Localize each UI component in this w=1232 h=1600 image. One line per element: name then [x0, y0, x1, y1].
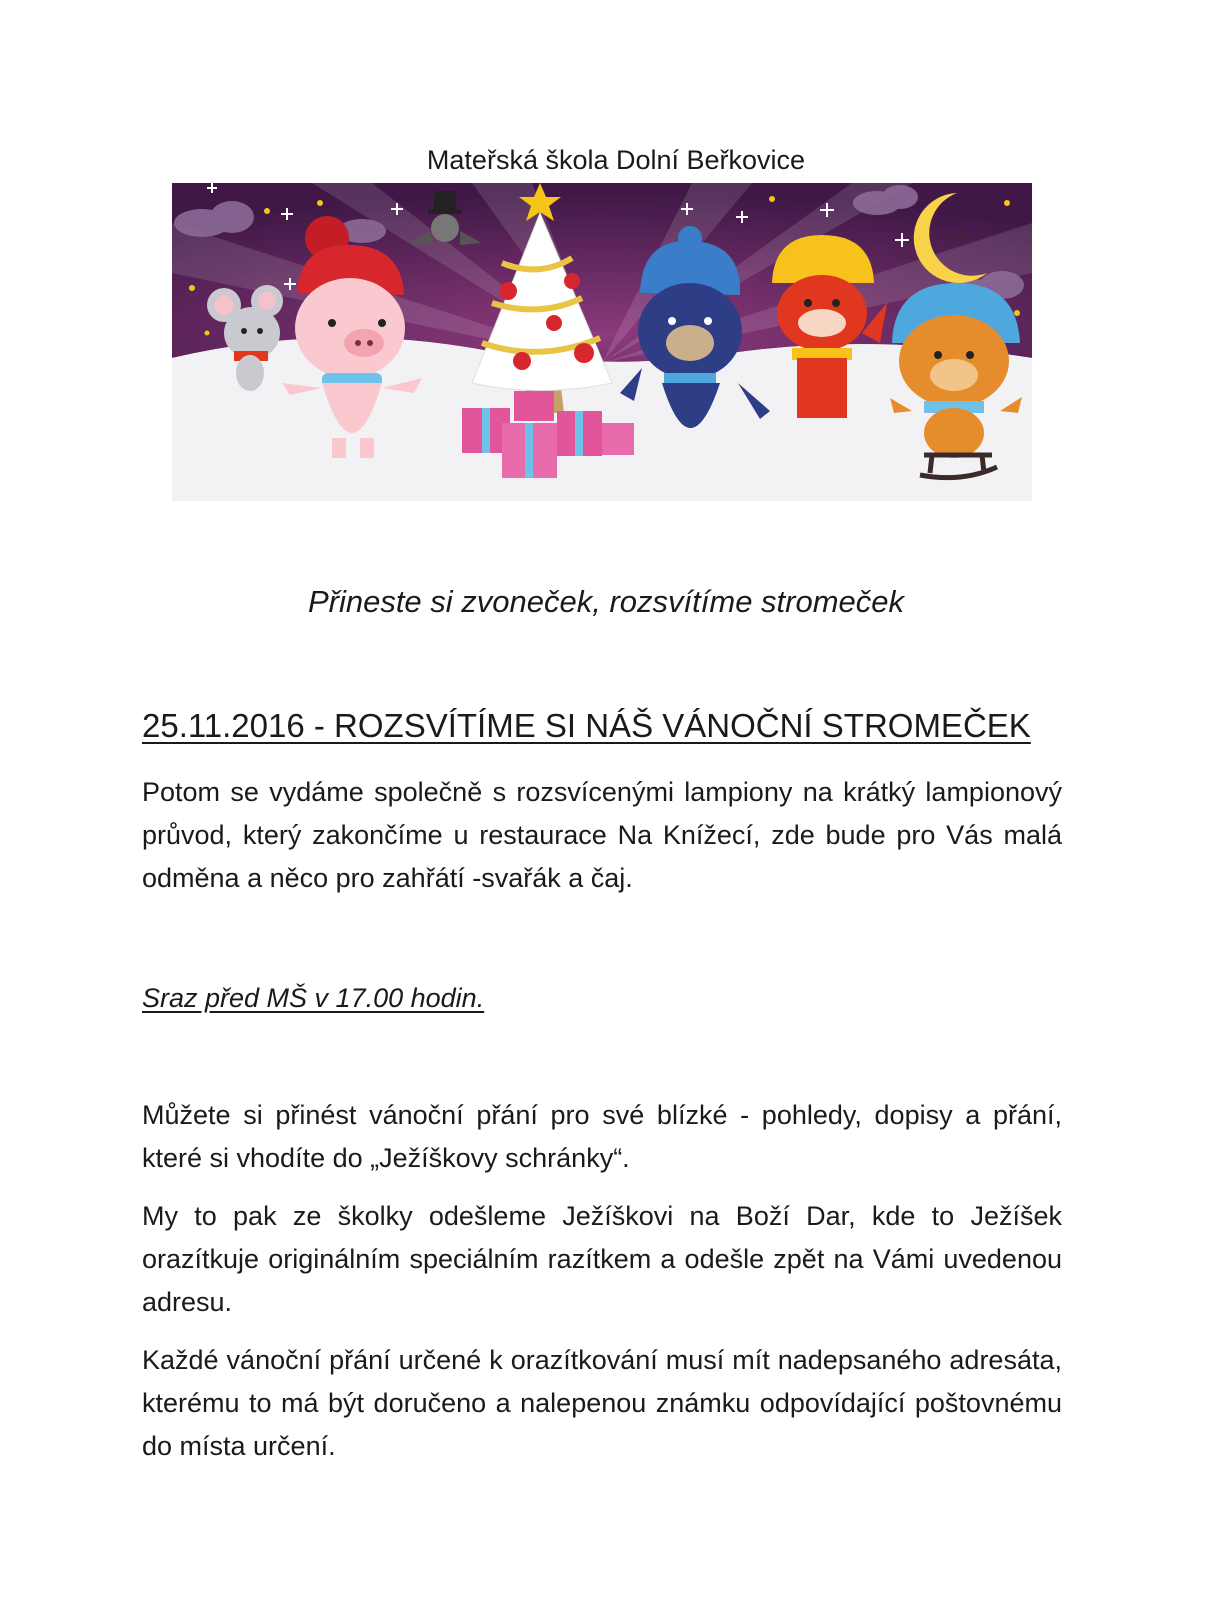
paragraph-christmas-wishes: Můžete si přinést vánoční přání pro své blízké - pohledy, dopisy a přání, které si vhodíte do „Ježíškovy schránky“. [142, 1100, 1062, 1173]
subtitle: Přineste si zvoneček, rozsvítíme stromeček [307, 584, 905, 619]
event-heading: 25.11.2016 - ROZSVÍTÍME SI NÁŠ VÁNOČNÍ STROMEČEK [142, 707, 1031, 744]
paragraph-lantern-parade: Potom se vydáme společně s rozsvícenými lampiony na krátký lampionový průvod, který zakončíme u restaurace Na Knížecí, zde bude pro Vás malá odměna a něco pro zahřátí -svařák a čaj. [142, 777, 1062, 893]
paragraph-requirements: Každé vánoční přání určené k orazítkování musí mít nadepsaného adresáta, kterému to má být doručeno a nalepenou známku odpovídající poštovnému do místa určení. [142, 1345, 1062, 1461]
paragraph-bozi-dar: My to pak ze školky odešleme Ježíškovi na Boží Dar, kde to Ježíšek orazítkuje originálním speciálním razítkem a odešle zpět na Vámi uvedenou adresu. [142, 1201, 1062, 1317]
christmas-banner-illustration [172, 183, 1032, 501]
meeting-time: Sraz před MŠ v 17.00 hodin. [142, 983, 485, 1013]
school-name: Mateřská škola Dolní Beřkovice [426, 145, 806, 175]
